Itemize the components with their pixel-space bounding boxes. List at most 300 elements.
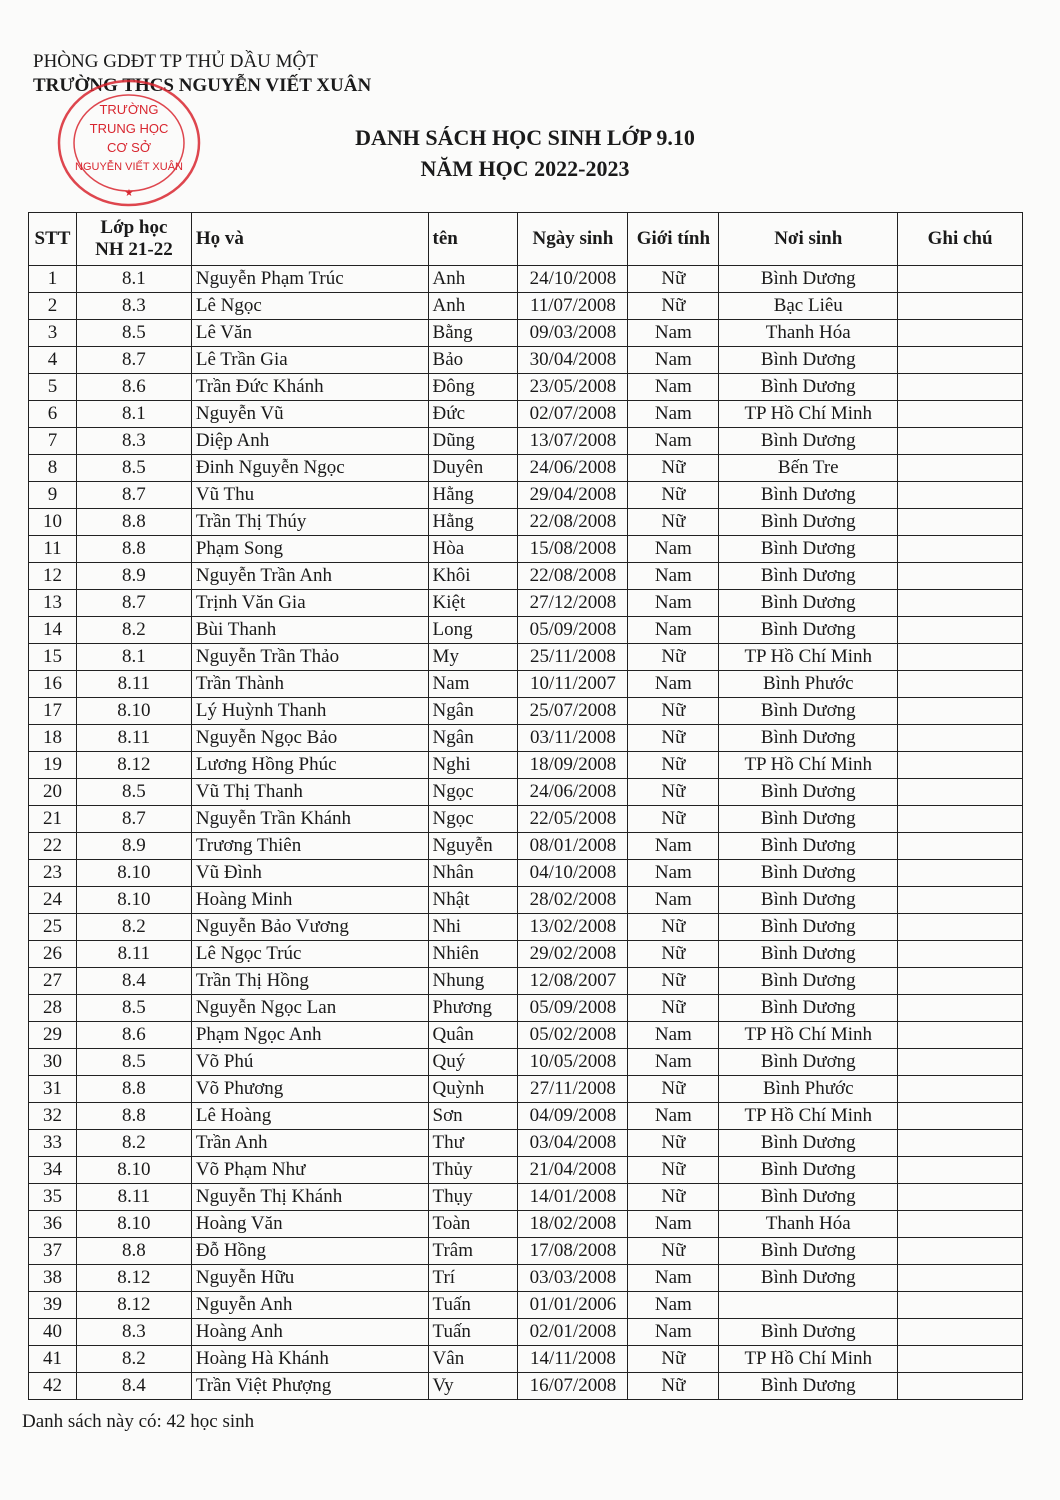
cell-class: 8.7 [76, 347, 191, 374]
cell-class: 8.7 [76, 482, 191, 509]
cell-name: Nghi [428, 752, 518, 779]
cell-birthplace: Bình Dương [719, 509, 898, 536]
cell-name: Bằng [428, 320, 518, 347]
cell-birthplace: Bình Dương [719, 914, 898, 941]
cell-gender: Nữ [628, 1238, 719, 1265]
cell-class: 8.8 [76, 509, 191, 536]
cell-note [898, 1103, 1023, 1130]
cell-note [898, 860, 1023, 887]
cell-stt: 14 [29, 617, 77, 644]
cell-stt: 13 [29, 590, 77, 617]
cell-stt: 27 [29, 968, 77, 995]
cell-note [898, 1076, 1023, 1103]
cell-name: Anh [428, 266, 518, 293]
cell-class: 8.11 [76, 671, 191, 698]
cell-name: Trí [428, 1265, 518, 1292]
cell-name: Anh [428, 293, 518, 320]
cell-dob: 05/09/2008 [518, 617, 628, 644]
table-row [29, 266, 1023, 293]
cell-note [898, 455, 1023, 482]
cell-dob: 27/12/2008 [518, 590, 628, 617]
table-row [29, 509, 1023, 536]
cell-class: 8.5 [76, 779, 191, 806]
cell-name: Nhiên [428, 941, 518, 968]
cell-birthplace: Bình Dương [719, 725, 898, 752]
stamp-line-2: TRUNG HỌC [89, 121, 169, 136]
header-class-line2: NH 21-22 [95, 239, 173, 260]
cell-gender: Nữ [628, 1346, 719, 1373]
cell-note [898, 374, 1023, 401]
cell-gender: Nữ [628, 779, 719, 806]
cell-note [898, 347, 1023, 374]
cell-dob: 28/02/2008 [518, 887, 628, 914]
cell-stt: 22 [29, 833, 77, 860]
cell-birthplace: TP Hồ Chí Minh [719, 401, 898, 428]
cell-gender: Nữ [628, 644, 719, 671]
cell-name: Thư [428, 1130, 518, 1157]
cell-note [898, 914, 1023, 941]
cell-gender: Nữ [628, 293, 719, 320]
cell-class: 8.7 [76, 590, 191, 617]
cell-gender: Nữ [628, 941, 719, 968]
cell-name: Quý [428, 1049, 518, 1076]
cell-dob: 03/03/2008 [518, 1265, 628, 1292]
cell-note [898, 752, 1023, 779]
cell-name: Dũng [428, 428, 518, 455]
cell-surname: Hoàng Văn [191, 1211, 428, 1238]
cell-name: Tuấn [428, 1319, 518, 1346]
cell-name: Vân [428, 1346, 518, 1373]
cell-surname: Trần Anh [191, 1130, 428, 1157]
cell-note [898, 968, 1023, 995]
document-title [300, 122, 750, 184]
cell-gender: Nam [628, 1049, 719, 1076]
cell-birthplace: Bình Dương [719, 347, 898, 374]
cell-note [898, 1130, 1023, 1157]
cell-name: Phương [428, 995, 518, 1022]
svg-text:★: ★ [124, 188, 134, 199]
header-note: Ghi chú [898, 213, 1023, 266]
cell-class: 8.9 [76, 563, 191, 590]
cell-stt: 30 [29, 1049, 77, 1076]
cell-surname: Vũ Thu [191, 482, 428, 509]
cell-note [898, 671, 1023, 698]
cell-surname: Lê Ngọc Trúc [191, 941, 428, 968]
header-dob: Ngày sinh [518, 213, 628, 266]
cell-name: Duyên [428, 455, 518, 482]
cell-surname: Trịnh Văn Gia [191, 590, 428, 617]
cell-gender: Nữ [628, 995, 719, 1022]
cell-name: Hằng [428, 482, 518, 509]
cell-gender: Nữ [628, 482, 719, 509]
cell-surname: Vũ Đình [191, 860, 428, 887]
table-row [29, 887, 1023, 914]
cell-stt: 39 [29, 1292, 77, 1319]
cell-surname: Nguyễn Trần Thảo [191, 644, 428, 671]
cell-note [898, 536, 1023, 563]
table-row [29, 1049, 1023, 1076]
cell-birthplace: Thanh Hóa [719, 1211, 898, 1238]
cell-gender: Nam [628, 374, 719, 401]
cell-gender: Nữ [628, 509, 719, 536]
header-class-line1: Lớp học [100, 217, 168, 238]
cell-birthplace: Bình Dương [719, 941, 898, 968]
cell-dob: 10/05/2008 [518, 1049, 628, 1076]
cell-dob: 30/04/2008 [518, 347, 628, 374]
cell-stt: 10 [29, 509, 77, 536]
cell-name: Tuấn [428, 1292, 518, 1319]
cell-surname: Phạm Song [191, 536, 428, 563]
cell-name: Ngọc [428, 806, 518, 833]
cell-stt: 3 [29, 320, 77, 347]
cell-class: 8.4 [76, 968, 191, 995]
cell-gender: Nam [628, 1211, 719, 1238]
cell-dob: 22/05/2008 [518, 806, 628, 833]
table-row [29, 779, 1023, 806]
cell-note [898, 1184, 1023, 1211]
cell-dob: 18/02/2008 [518, 1211, 628, 1238]
cell-gender: Nữ [628, 1157, 719, 1184]
cell-name: Nam [428, 671, 518, 698]
table-row [29, 725, 1023, 752]
cell-gender: Nam [628, 1319, 719, 1346]
cell-name: Long [428, 617, 518, 644]
cell-class: 8.2 [76, 617, 191, 644]
cell-gender: Nam [628, 401, 719, 428]
cell-dob: 01/01/2006 [518, 1292, 628, 1319]
cell-class: 8.2 [76, 1130, 191, 1157]
cell-dob: 24/06/2008 [518, 779, 628, 806]
cell-gender: Nữ [628, 1130, 719, 1157]
cell-gender: Nam [628, 833, 719, 860]
cell-name: Nguyễn [428, 833, 518, 860]
cell-birthplace: Bạc Liêu [719, 293, 898, 320]
cell-name: Trâm [428, 1238, 518, 1265]
cell-dob: 18/09/2008 [518, 752, 628, 779]
cell-class: 8.5 [76, 1049, 191, 1076]
cell-note [898, 428, 1023, 455]
cell-birthplace: Bình Dương [719, 1130, 898, 1157]
title-line-1: DANH SÁCH HỌC SINH LỚP 9.10 [355, 125, 695, 150]
cell-stt: 4 [29, 347, 77, 374]
table-row [29, 752, 1023, 779]
cell-gender: Nam [628, 563, 719, 590]
cell-note [898, 698, 1023, 725]
cell-class: 8.8 [76, 1103, 191, 1130]
cell-note [898, 1373, 1023, 1400]
cell-surname: Nguyễn Ngọc Lan [191, 995, 428, 1022]
table-row [29, 1346, 1023, 1373]
cell-name: My [428, 644, 518, 671]
cell-class: 8.3 [76, 293, 191, 320]
cell-stt: 21 [29, 806, 77, 833]
cell-class: 8.1 [76, 644, 191, 671]
table-row [29, 995, 1023, 1022]
cell-birthplace: TP Hồ Chí Minh [719, 1346, 898, 1373]
cell-note [898, 401, 1023, 428]
cell-note [898, 725, 1023, 752]
cell-dob: 13/02/2008 [518, 914, 628, 941]
cell-surname: Nguyễn Trần Khánh [191, 806, 428, 833]
cell-gender: Nữ [628, 698, 719, 725]
cell-stt: 29 [29, 1022, 77, 1049]
cell-birthplace: Bình Dương [719, 1319, 898, 1346]
cell-dob: 12/08/2007 [518, 968, 628, 995]
cell-birthplace: TP Hồ Chí Minh [719, 1022, 898, 1049]
cell-stt: 9 [29, 482, 77, 509]
school-name: TRƯỜNG THCS NGUYỄN VIẾT XUÂN [33, 75, 372, 96]
table-row [29, 698, 1023, 725]
cell-stt: 7 [29, 428, 77, 455]
table-row [29, 1157, 1023, 1184]
cell-note [898, 644, 1023, 671]
school-stamp [57, 78, 202, 208]
cell-gender: Nam [628, 1022, 719, 1049]
cell-dob: 04/10/2008 [518, 860, 628, 887]
cell-note [898, 320, 1023, 347]
cell-gender: Nam [628, 617, 719, 644]
cell-surname: Hoàng Anh [191, 1319, 428, 1346]
cell-stt: 33 [29, 1130, 77, 1157]
cell-birthplace: Bình Dương [719, 1373, 898, 1400]
cell-stt: 17 [29, 698, 77, 725]
cell-dob: 10/11/2007 [518, 671, 628, 698]
cell-note [898, 887, 1023, 914]
cell-stt: 1 [29, 266, 77, 293]
cell-surname: Phạm Ngọc Anh [191, 1022, 428, 1049]
cell-class: 8.11 [76, 1184, 191, 1211]
table-row [29, 914, 1023, 941]
cell-birthplace: Bình Dương [719, 374, 898, 401]
cell-note [898, 1157, 1023, 1184]
department-name: PHÒNG GDĐT TP THỦ DẦU MỘT [33, 51, 318, 72]
cell-dob: 27/11/2008 [518, 1076, 628, 1103]
cell-surname: Võ Phú [191, 1049, 428, 1076]
cell-note [898, 833, 1023, 860]
cell-note [898, 266, 1023, 293]
cell-stt: 16 [29, 671, 77, 698]
cell-class: 8.4 [76, 1373, 191, 1400]
cell-name: Nhân [428, 860, 518, 887]
cell-dob: 14/01/2008 [518, 1184, 628, 1211]
cell-class: 8.6 [76, 1022, 191, 1049]
cell-stt: 36 [29, 1211, 77, 1238]
stamp-line-4: NGUYỄN VIẾT XUÂN [75, 161, 183, 173]
cell-birthplace: Bình Phước [719, 1076, 898, 1103]
cell-surname: Trần Việt Phượng [191, 1373, 428, 1400]
cell-stt: 20 [29, 779, 77, 806]
cell-gender: Nam [628, 1103, 719, 1130]
cell-gender: Nữ [628, 1076, 719, 1103]
cell-surname: Nguyễn Anh [191, 1292, 428, 1319]
cell-surname: Hoàng Minh [191, 887, 428, 914]
cell-class: 8.10 [76, 1211, 191, 1238]
cell-note [898, 590, 1023, 617]
cell-surname: Đinh Nguyễn Ngọc [191, 455, 428, 482]
cell-class: 8.10 [76, 860, 191, 887]
table-row [29, 644, 1023, 671]
cell-name: Ngọc [428, 779, 518, 806]
cell-stt: 34 [29, 1157, 77, 1184]
cell-surname: Lý Huỳnh Thanh [191, 698, 428, 725]
cell-gender: Nam [628, 428, 719, 455]
cell-class: 8.5 [76, 455, 191, 482]
cell-dob: 21/04/2008 [518, 1157, 628, 1184]
table-header-row [29, 213, 1023, 266]
cell-class: 8.11 [76, 941, 191, 968]
cell-stt: 8 [29, 455, 77, 482]
cell-stt: 12 [29, 563, 77, 590]
cell-stt: 32 [29, 1103, 77, 1130]
cell-name: Thụy [428, 1184, 518, 1211]
cell-stt: 38 [29, 1265, 77, 1292]
cell-gender: Nữ [628, 806, 719, 833]
cell-name: Khôi [428, 563, 518, 590]
cell-birthplace: Bình Dương [719, 590, 898, 617]
cell-birthplace: Bình Dương [719, 1265, 898, 1292]
header-stt: STT [29, 213, 77, 266]
cell-stt: 25 [29, 914, 77, 941]
cell-surname: Trương Thiên [191, 833, 428, 860]
table-row [29, 1265, 1023, 1292]
cell-name: Bảo [428, 347, 518, 374]
cell-class: 8.8 [76, 1076, 191, 1103]
cell-dob: 24/10/2008 [518, 266, 628, 293]
cell-surname: Nguyễn Phạm Trúc [191, 266, 428, 293]
cell-gender: Nam [628, 536, 719, 563]
cell-dob: 08/01/2008 [518, 833, 628, 860]
cell-stt: 31 [29, 1076, 77, 1103]
student-table [28, 212, 1023, 1400]
table-row [29, 860, 1023, 887]
cell-gender: Nam [628, 671, 719, 698]
cell-stt: 26 [29, 941, 77, 968]
cell-dob: 13/07/2008 [518, 428, 628, 455]
cell-stt: 42 [29, 1373, 77, 1400]
cell-dob: 23/05/2008 [518, 374, 628, 401]
cell-gender: Nữ [628, 1184, 719, 1211]
table-row [29, 1184, 1023, 1211]
cell-class: 8.1 [76, 401, 191, 428]
student-count-note: Danh sách này có: 42 học sinh [22, 1411, 255, 1432]
cell-stt: 23 [29, 860, 77, 887]
cell-dob: 25/11/2008 [518, 644, 628, 671]
cell-surname: Bùi Thanh [191, 617, 428, 644]
cell-note [898, 293, 1023, 320]
cell-dob: 17/08/2008 [518, 1238, 628, 1265]
cell-gender: Nữ [628, 914, 719, 941]
cell-gender: Nữ [628, 968, 719, 995]
table-row [29, 617, 1023, 644]
cell-birthplace: Bình Phước [719, 671, 898, 698]
cell-name: Vy [428, 1373, 518, 1400]
cell-surname: Nguyễn Vũ [191, 401, 428, 428]
cell-class: 8.5 [76, 320, 191, 347]
table-row [29, 536, 1023, 563]
cell-note [898, 1292, 1023, 1319]
cell-gender: Nữ [628, 455, 719, 482]
cell-gender: Nữ [628, 1373, 719, 1400]
cell-birthplace: Bình Dương [719, 563, 898, 590]
stamp-line-3: CƠ SỞ [107, 140, 151, 155]
cell-surname: Lê Ngọc [191, 293, 428, 320]
stamp-line-1: TRƯỜNG [99, 102, 159, 117]
cell-name: Nhi [428, 914, 518, 941]
cell-dob: 14/11/2008 [518, 1346, 628, 1373]
cell-note [898, 995, 1023, 1022]
cell-name: Hằng [428, 509, 518, 536]
cell-note [898, 1238, 1023, 1265]
cell-surname: Nguyễn Ngọc Bảo [191, 725, 428, 752]
cell-birthplace: Bình Dương [719, 1238, 898, 1265]
table-row [29, 806, 1023, 833]
table-row [29, 1103, 1023, 1130]
cell-surname: Nguyễn Bảo Vương [191, 914, 428, 941]
cell-class: 8.3 [76, 1319, 191, 1346]
cell-dob: 25/07/2008 [518, 698, 628, 725]
cell-class: 8.8 [76, 536, 191, 563]
table-row [29, 833, 1023, 860]
cell-birthplace: Thanh Hóa [719, 320, 898, 347]
cell-dob: 09/03/2008 [518, 320, 628, 347]
cell-name: Quỳnh [428, 1076, 518, 1103]
cell-gender: Nữ [628, 266, 719, 293]
cell-gender: Nam [628, 860, 719, 887]
table-row [29, 1022, 1023, 1049]
cell-dob: 24/06/2008 [518, 455, 628, 482]
cell-name: Đức [428, 401, 518, 428]
header-class [76, 213, 191, 266]
cell-note [898, 1265, 1023, 1292]
header-birthplace: Nơi sinh [719, 213, 898, 266]
cell-note [898, 806, 1023, 833]
cell-class: 8.12 [76, 1292, 191, 1319]
cell-note [898, 509, 1023, 536]
cell-class: 8.7 [76, 806, 191, 833]
cell-stt: 28 [29, 995, 77, 1022]
cell-stt: 40 [29, 1319, 77, 1346]
cell-surname: Nguyễn Hữu [191, 1265, 428, 1292]
cell-birthplace [719, 1292, 898, 1319]
cell-birthplace: Bình Dương [719, 428, 898, 455]
cell-stt: 37 [29, 1238, 77, 1265]
cell-note [898, 779, 1023, 806]
cell-name: Toàn [428, 1211, 518, 1238]
cell-birthplace: Bình Dương [719, 617, 898, 644]
cell-surname: Lê Văn [191, 320, 428, 347]
table-row [29, 1292, 1023, 1319]
table-row [29, 968, 1023, 995]
cell-note [898, 1346, 1023, 1373]
cell-name: Nhật [428, 887, 518, 914]
cell-birthplace: Bình Dương [719, 1157, 898, 1184]
cell-stt: 11 [29, 536, 77, 563]
cell-class: 8.6 [76, 374, 191, 401]
table-row [29, 320, 1023, 347]
cell-birthplace: Bình Dương [719, 698, 898, 725]
cell-note [898, 1049, 1023, 1076]
cell-stt: 15 [29, 644, 77, 671]
cell-surname: Trần Thị Hồng [191, 968, 428, 995]
cell-surname: Trần Đức Khánh [191, 374, 428, 401]
cell-gender: Nam [628, 590, 719, 617]
cell-birthplace: Bình Dương [719, 1049, 898, 1076]
cell-dob: 15/08/2008 [518, 536, 628, 563]
cell-surname: Nguyễn Trần Anh [191, 563, 428, 590]
cell-class: 8.2 [76, 1346, 191, 1373]
cell-dob: 02/07/2008 [518, 401, 628, 428]
cell-dob: 05/02/2008 [518, 1022, 628, 1049]
